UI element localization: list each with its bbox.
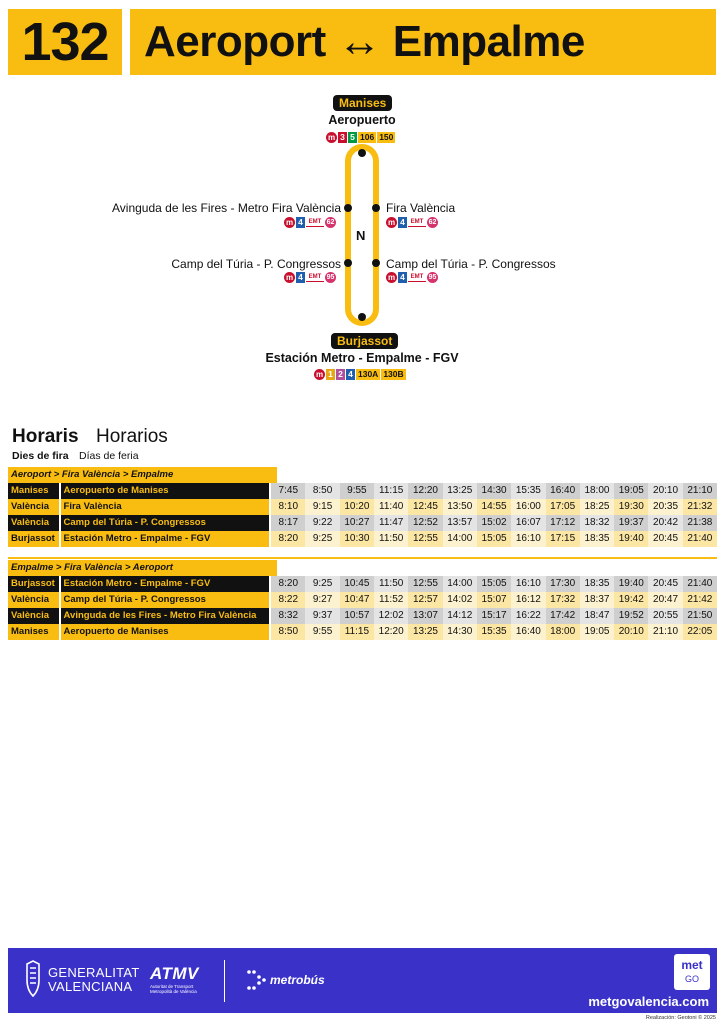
metro-icon: m bbox=[387, 273, 396, 282]
departure-time: 17:30 bbox=[546, 576, 580, 592]
gv-line-2: VALENCIANA bbox=[48, 979, 133, 994]
departure-time: 21:40 bbox=[683, 531, 717, 547]
departure-time: 16:12 bbox=[511, 592, 545, 608]
metro-line-badge: 4 bbox=[398, 272, 407, 283]
schedule-title-es: Horarios bbox=[96, 426, 168, 447]
bus-line-badge: 130B bbox=[383, 369, 404, 379]
departure-time: 15:02 bbox=[477, 515, 511, 531]
right-stop-2-connections bbox=[386, 272, 438, 283]
row-stop: Aeropuerto de Manises bbox=[61, 483, 270, 499]
departure-time: 20:47 bbox=[648, 592, 682, 608]
metro-icon: m bbox=[327, 133, 336, 142]
top-terminal-municipality: Manises bbox=[333, 95, 392, 111]
row-stop: Camp del Túria - P. Congressos bbox=[61, 592, 270, 608]
metro-line-badge: 1 bbox=[326, 369, 335, 380]
departure-time: 8:20 bbox=[271, 576, 305, 592]
departure-time: 15:35 bbox=[477, 624, 511, 640]
departure-time: 19:52 bbox=[614, 608, 648, 624]
departure-time: 8:50 bbox=[305, 483, 339, 499]
departure-time: 21:10 bbox=[648, 624, 682, 640]
route-title: Aeroport ↔ Empalme bbox=[130, 9, 716, 75]
bottom-terminal-connections bbox=[314, 369, 406, 380]
right-stop-1-connections bbox=[386, 217, 438, 228]
departure-time: 13:57 bbox=[443, 515, 477, 531]
row-municipality: València bbox=[8, 499, 59, 515]
departure-time: 17:05 bbox=[546, 499, 580, 515]
right-stop-2-name: Camp del Túria - P. Congressos bbox=[386, 257, 556, 271]
departure-time: 19:40 bbox=[614, 576, 648, 592]
departure-time: 12:20 bbox=[408, 483, 442, 499]
departure-time: 10:47 bbox=[340, 592, 374, 608]
departure-time: 15:17 bbox=[477, 608, 511, 624]
departure-time: 21:32 bbox=[683, 499, 717, 515]
departure-time: 20:10 bbox=[614, 624, 648, 640]
metro-line-badge: 4 bbox=[296, 217, 305, 228]
departure-time: 15:35 bbox=[511, 483, 545, 499]
stop-dot-bottom bbox=[358, 313, 366, 321]
emt-icon: EMT bbox=[306, 218, 324, 227]
departure-time: 9:22 bbox=[305, 515, 339, 531]
departure-time: 20:55 bbox=[648, 608, 682, 624]
top-terminal-connections bbox=[326, 132, 395, 143]
departure-time: 19:42 bbox=[614, 592, 648, 608]
stop-dot-left-2 bbox=[344, 259, 352, 267]
departure-time: 18:00 bbox=[546, 624, 580, 640]
departure-time: 8:50 bbox=[271, 624, 305, 640]
line-number: 132 bbox=[8, 9, 122, 75]
timetable-row bbox=[8, 515, 717, 531]
metgo-logo bbox=[674, 954, 710, 990]
departure-time: 10:27 bbox=[340, 515, 374, 531]
departure-time: 20:45 bbox=[648, 576, 682, 592]
row-municipality: Manises bbox=[8, 624, 59, 640]
departure-time: 21:10 bbox=[683, 483, 717, 499]
bus-line-badge: 150 bbox=[379, 132, 394, 142]
departure-time: 18:37 bbox=[580, 592, 614, 608]
metro-icon: m bbox=[285, 273, 294, 282]
website-link[interactable]: metgovalencia.com bbox=[588, 994, 709, 1009]
row-municipality: València bbox=[8, 592, 59, 608]
departure-time: 18:47 bbox=[580, 608, 614, 624]
row-municipality: València bbox=[8, 515, 59, 531]
metro-icon: m bbox=[315, 370, 324, 379]
departure-time: 12:52 bbox=[408, 515, 442, 531]
timetable-row bbox=[8, 531, 717, 547]
metro-icon: m bbox=[387, 218, 396, 227]
timetable-row bbox=[8, 592, 717, 608]
row-municipality: Burjassot bbox=[8, 531, 59, 547]
departure-time: 11:50 bbox=[374, 531, 408, 547]
departure-time: 12:55 bbox=[408, 531, 442, 547]
departure-time: 21:40 bbox=[683, 576, 717, 592]
departure-time: 11:40 bbox=[374, 499, 408, 515]
north-arrow: N bbox=[356, 228, 366, 243]
metgo-top: met bbox=[681, 958, 703, 972]
route-diagram bbox=[0, 80, 724, 390]
departure-time: 10:45 bbox=[340, 576, 374, 592]
atmv-subtitle: Autoritat de Transport Metropolità de València bbox=[150, 984, 197, 994]
departure-time: 12:57 bbox=[408, 592, 442, 608]
metro-line-badge: 4 bbox=[346, 369, 355, 380]
left-stop-1-connections bbox=[284, 217, 336, 228]
metro-line-badge: 3 bbox=[338, 132, 347, 143]
row-municipality: Manises bbox=[8, 483, 59, 499]
departure-time: 11:50 bbox=[374, 576, 408, 592]
footer-separator bbox=[224, 960, 225, 1002]
row-municipality: Burjassot bbox=[8, 576, 59, 592]
stop-dot-top bbox=[358, 149, 366, 157]
departure-time: 18:00 bbox=[580, 483, 614, 499]
metrobus-logo-text: metrobús bbox=[270, 973, 325, 987]
departure-time: 9:15 bbox=[305, 499, 339, 515]
departure-time: 16:10 bbox=[511, 531, 545, 547]
departure-time: 14:02 bbox=[443, 592, 477, 608]
bottom-terminal-stop: Estación Metro - Empalme - FGV bbox=[265, 351, 459, 365]
departure-time: 9:25 bbox=[305, 531, 339, 547]
departure-time: 14:30 bbox=[477, 483, 511, 499]
departure-time: 8:22 bbox=[271, 592, 305, 608]
departure-time: 20:35 bbox=[648, 499, 682, 515]
bottom-terminal-municipality: Burjassot bbox=[331, 333, 398, 349]
schedule-title-cat: Horaris bbox=[12, 426, 79, 447]
emt-line-badge: 62 bbox=[326, 219, 335, 226]
section-divider bbox=[8, 557, 717, 559]
departure-time: 21:42 bbox=[683, 592, 717, 608]
departure-time: 12:55 bbox=[408, 576, 442, 592]
departure-time: 9:25 bbox=[305, 576, 339, 592]
departure-time: 18:32 bbox=[580, 515, 614, 531]
departure-time: 20:10 bbox=[648, 483, 682, 499]
departure-time: 10:30 bbox=[340, 531, 374, 547]
row-stop: Estación Metro - Empalme - FGV bbox=[61, 531, 270, 547]
departure-time: 14:12 bbox=[443, 608, 477, 624]
departure-time: 21:50 bbox=[683, 608, 717, 624]
departure-time: 9:55 bbox=[305, 624, 339, 640]
departure-time: 20:45 bbox=[648, 531, 682, 547]
timetable-row bbox=[8, 483, 717, 499]
departure-time: 16:07 bbox=[511, 515, 545, 531]
departure-time: 12:02 bbox=[374, 608, 408, 624]
generalitat-logo-text bbox=[48, 966, 140, 994]
departure-time: 8:17 bbox=[271, 515, 305, 531]
departure-time: 19:05 bbox=[614, 483, 648, 499]
top-terminal-stop: Aeropuerto bbox=[328, 113, 396, 127]
row-stop: Fira València bbox=[61, 499, 270, 515]
timetable-direction-1 bbox=[8, 467, 717, 547]
direction-heading: Aeroport > Fira València > Empalme bbox=[8, 467, 277, 483]
stop-dot-right-1 bbox=[372, 204, 380, 212]
row-stop: Aeropuerto de Manises bbox=[61, 624, 270, 640]
departure-time: 9:37 bbox=[305, 608, 339, 624]
emt-line-badge: 95 bbox=[428, 274, 437, 281]
departure-time: 19:05 bbox=[580, 624, 614, 640]
bus-line-badge: 106 bbox=[360, 132, 375, 142]
departure-time: 18:35 bbox=[580, 576, 614, 592]
departure-time: 16:00 bbox=[511, 499, 545, 515]
metro-icon: m bbox=[285, 218, 294, 227]
departure-time: 13:25 bbox=[443, 483, 477, 499]
metro-line-badge: 4 bbox=[398, 217, 407, 228]
metro-line-badge: 4 bbox=[296, 272, 305, 283]
departure-time: 17:12 bbox=[546, 515, 580, 531]
departure-time: 16:22 bbox=[511, 608, 545, 624]
departure-time: 19:37 bbox=[614, 515, 648, 531]
emt-line-badge: 62 bbox=[428, 219, 437, 226]
right-stop-1-name: Fira València bbox=[386, 201, 456, 215]
schedule-subtitle-es: Días de feria bbox=[79, 450, 139, 462]
row-stop: Camp del Túria - P. Congressos bbox=[61, 515, 270, 531]
departure-time: 11:47 bbox=[374, 515, 408, 531]
metgo-bottom: GO bbox=[684, 974, 699, 984]
departure-time: 15:05 bbox=[477, 531, 511, 547]
departure-time: 12:20 bbox=[374, 624, 408, 640]
emt-icon: EMT bbox=[408, 273, 426, 282]
metro-line-badge: 5 bbox=[348, 132, 357, 143]
departure-time: 13:07 bbox=[408, 608, 442, 624]
stop-dot-right-2 bbox=[372, 259, 380, 267]
generalitat-crest-icon bbox=[24, 960, 42, 1000]
departure-time: 10:20 bbox=[340, 499, 374, 515]
departure-time: 9:27 bbox=[305, 592, 339, 608]
departure-time: 11:15 bbox=[340, 624, 374, 640]
left-stop-2-name: Camp del Túria - P. Congressos bbox=[171, 257, 341, 271]
bus-line-badge: 130A bbox=[358, 369, 379, 379]
departure-time: 14:55 bbox=[477, 499, 511, 515]
departure-time: 14:00 bbox=[443, 576, 477, 592]
timetable-row bbox=[8, 499, 717, 515]
schedule-subtitle-cat: Dies de fira bbox=[12, 450, 69, 462]
timetable-row bbox=[8, 608, 717, 624]
emt-icon: EMT bbox=[408, 218, 426, 227]
departure-time: 14:00 bbox=[443, 531, 477, 547]
emt-icon: EMT bbox=[306, 273, 324, 282]
departure-time: 17:15 bbox=[546, 531, 580, 547]
emt-line-badge: 95 bbox=[326, 274, 335, 281]
departure-time: 19:30 bbox=[614, 499, 648, 515]
departure-time: 11:52 bbox=[374, 592, 408, 608]
departure-time: 15:05 bbox=[477, 576, 511, 592]
departure-time: 16:40 bbox=[511, 624, 545, 640]
departure-time: 16:40 bbox=[546, 483, 580, 499]
departure-time: 18:35 bbox=[580, 531, 614, 547]
atmv-logo: ATMV bbox=[150, 964, 199, 983]
row-stop: Estación Metro - Empalme - FGV bbox=[61, 576, 270, 592]
departure-time: 20:42 bbox=[648, 515, 682, 531]
metro-line-badge: 2 bbox=[336, 369, 345, 380]
departure-time: 9:55 bbox=[340, 483, 374, 499]
departure-time: 17:42 bbox=[546, 608, 580, 624]
departure-time: 13:50 bbox=[443, 499, 477, 515]
left-stop-1-name: Avinguda de les Fires - Metro Fira València bbox=[112, 201, 341, 215]
departure-time: 21:38 bbox=[683, 515, 717, 531]
departure-time: 13:25 bbox=[408, 624, 442, 640]
departure-time: 12:45 bbox=[408, 499, 442, 515]
departure-time: 22:05 bbox=[683, 624, 717, 640]
row-stop: Avinguda de les Fires - Metro Fira València bbox=[61, 608, 270, 624]
departure-time: 8:32 bbox=[271, 608, 305, 624]
departure-time: 7:45 bbox=[271, 483, 305, 499]
credit-text: Realización: Geotoni © 2025 bbox=[645, 1015, 716, 1021]
timetable-direction-2 bbox=[8, 560, 717, 640]
departure-time: 10:57 bbox=[340, 608, 374, 624]
left-stop-2-connections bbox=[284, 272, 336, 283]
timetable-row bbox=[8, 624, 717, 640]
departure-time: 11:15 bbox=[374, 483, 408, 499]
departure-time: 8:10 bbox=[271, 499, 305, 515]
departure-time: 17:32 bbox=[546, 592, 580, 608]
metrobus-icon bbox=[246, 968, 268, 992]
departure-time: 19:40 bbox=[614, 531, 648, 547]
departure-time: 8:20 bbox=[271, 531, 305, 547]
departure-time: 18:25 bbox=[580, 499, 614, 515]
departure-time: 14:30 bbox=[443, 624, 477, 640]
stop-dot-left-1 bbox=[344, 204, 352, 212]
row-municipality: València bbox=[8, 608, 59, 624]
direction-heading: Empalme > Fira València > Aeroport bbox=[8, 560, 277, 576]
footer-bar bbox=[8, 948, 717, 1013]
departure-time: 16:10 bbox=[511, 576, 545, 592]
departure-time: 15:07 bbox=[477, 592, 511, 608]
timetable-row bbox=[8, 576, 717, 592]
gv-line-1: GENERALITAT bbox=[48, 965, 140, 980]
